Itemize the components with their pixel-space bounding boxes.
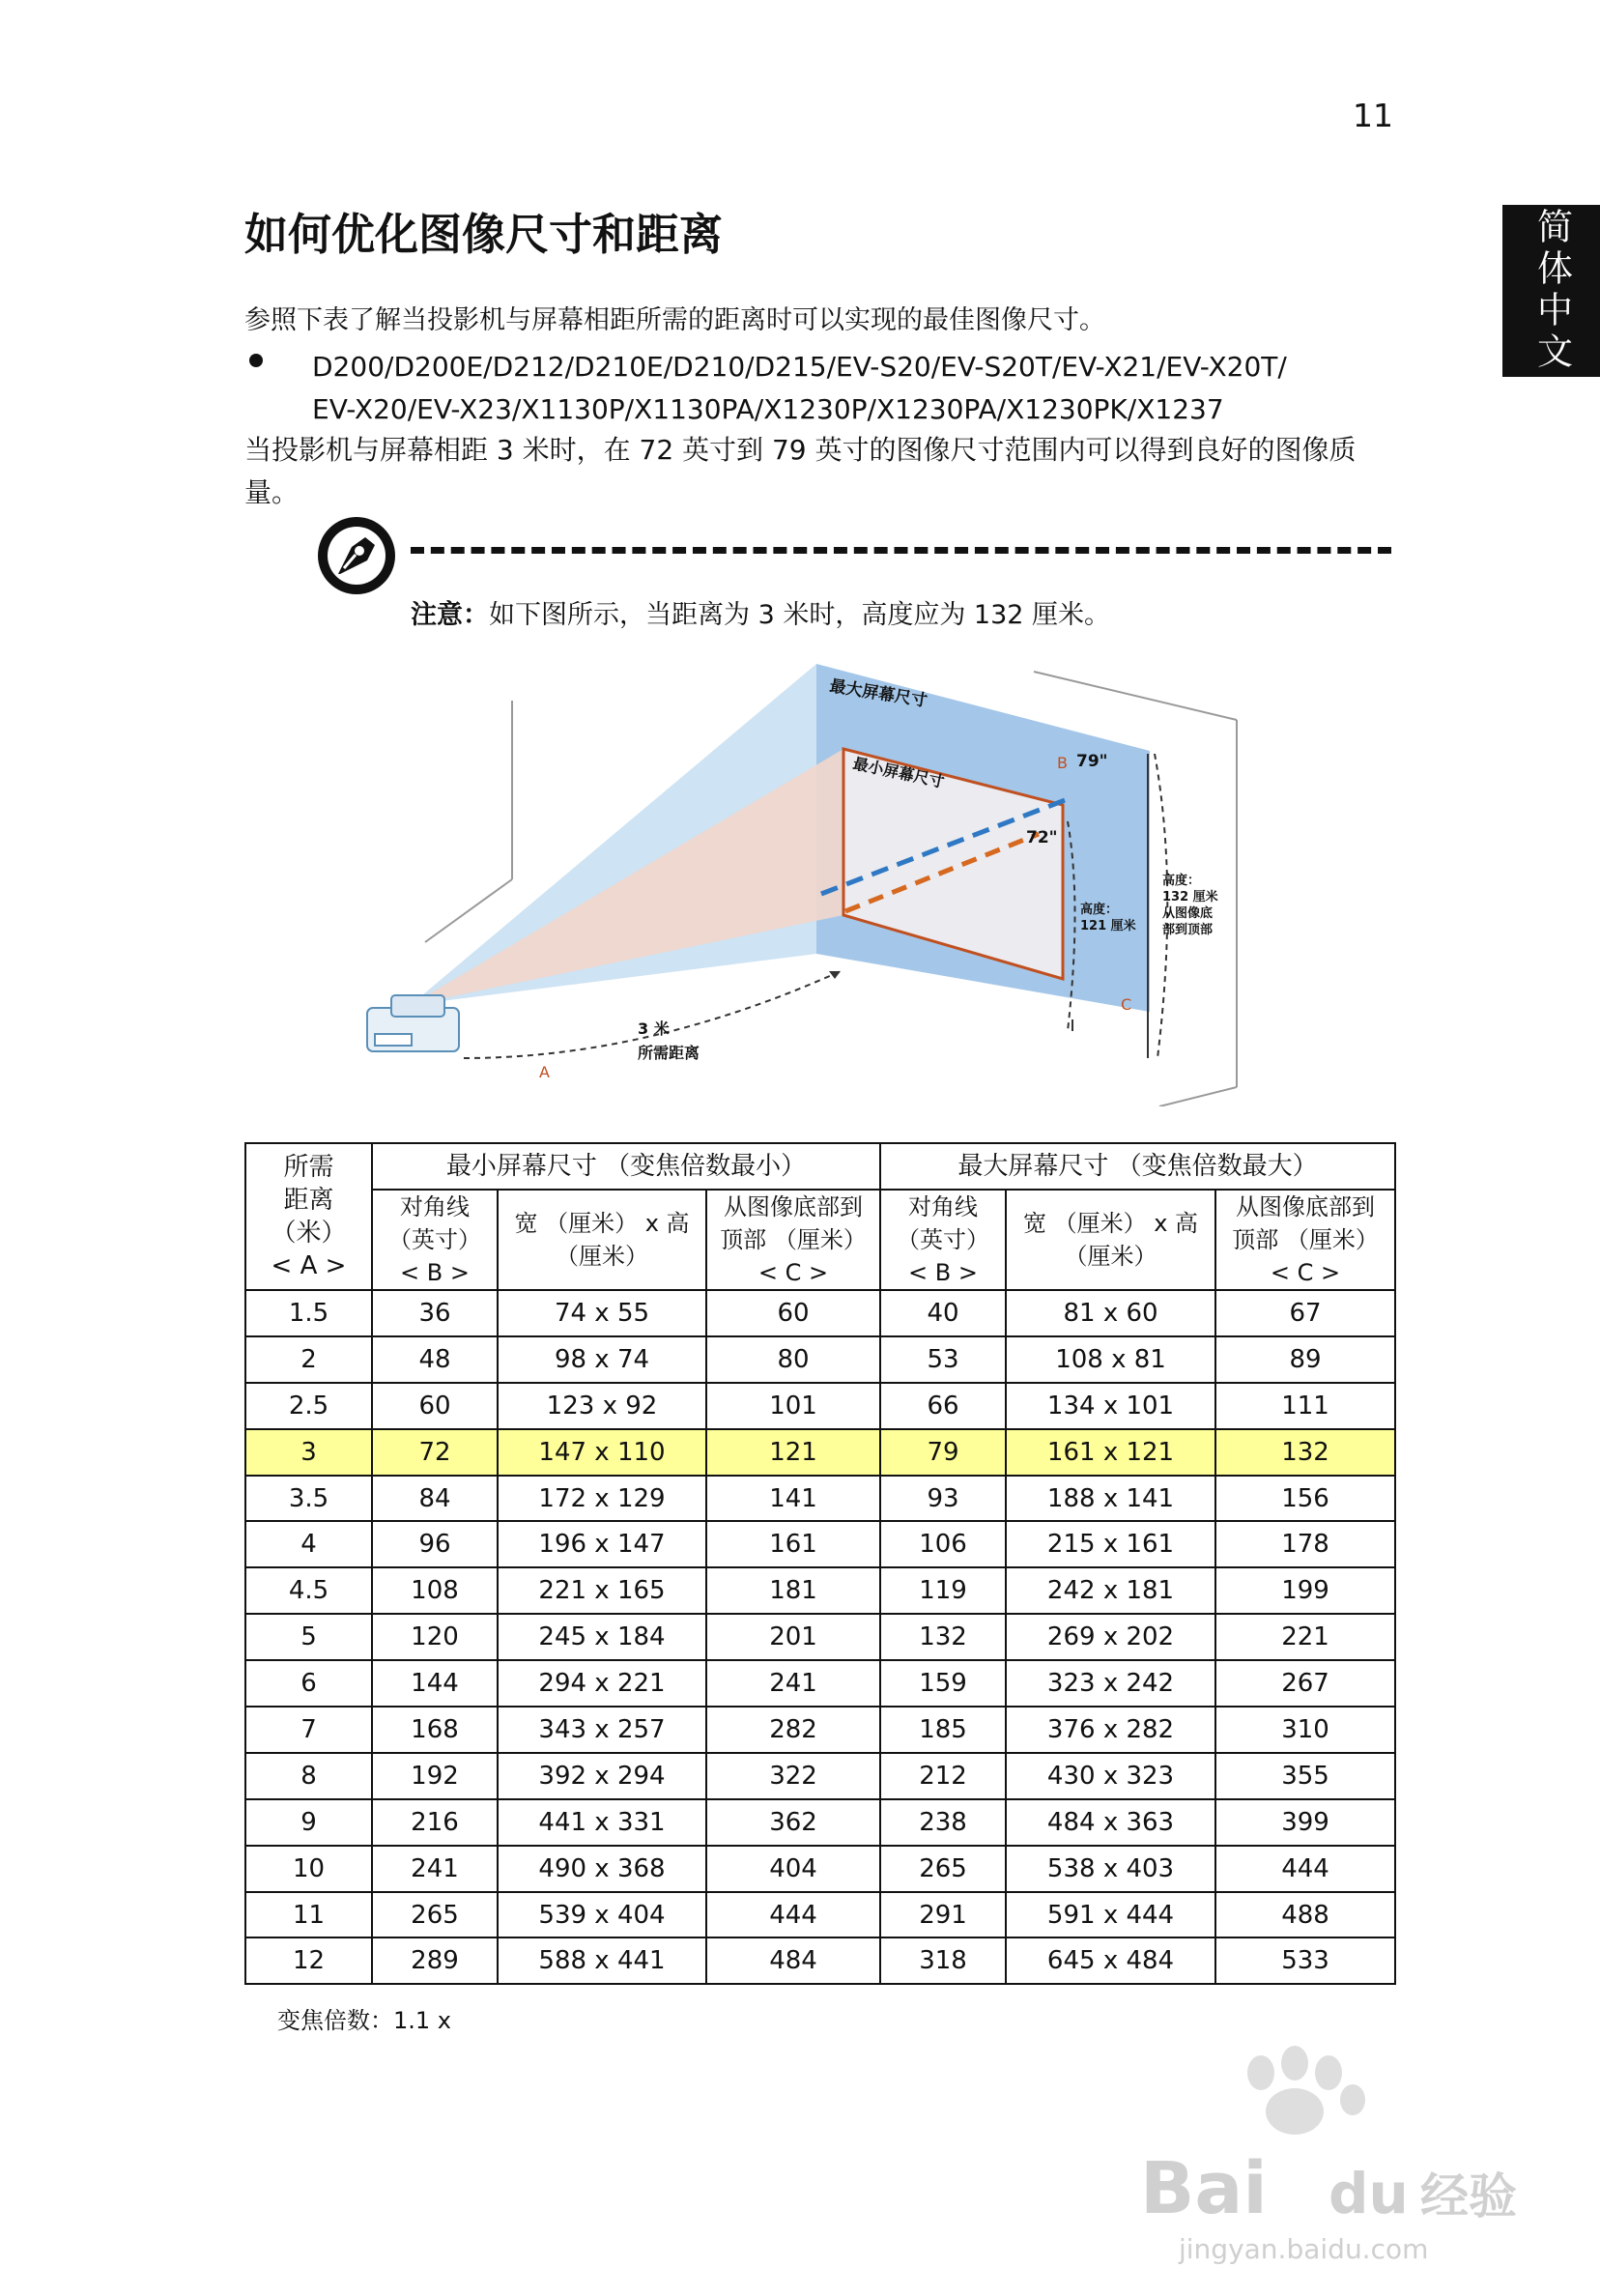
cell-min-top: 121 (706, 1429, 880, 1476)
cell-max-top: 156 (1215, 1476, 1395, 1522)
cell-max-width-height: 376 x 282 (1006, 1707, 1215, 1753)
cell-max-width-height: 188 x 141 (1006, 1476, 1215, 1522)
header-min-width-height: 宽 （厘米） x 高 （厘米） (498, 1190, 706, 1290)
language-tab (1502, 205, 1600, 377)
cell-min-diagonal: 216 (372, 1799, 498, 1846)
cell-max-top: 444 (1215, 1846, 1395, 1892)
cell-max-diagonal: 318 (880, 1937, 1006, 1984)
cell-min-top: 161 (706, 1521, 880, 1567)
cell-min-top: 484 (706, 1937, 880, 1984)
header-max-width-height: 宽 （厘米） x 高 （厘米） (1006, 1190, 1215, 1290)
projector-icon (367, 995, 459, 1051)
label-79: 79" (1076, 752, 1108, 771)
cell-min-top: 101 (706, 1383, 880, 1429)
cell-min-width-height: 98 x 74 (498, 1336, 706, 1383)
table-row (245, 1429, 1395, 1476)
cell-max-width-height: 645 x 484 (1006, 1937, 1215, 1984)
height-132-line-1: 高度： (1162, 874, 1201, 888)
zoom-ratio-note: 变焦倍数：1.1 x (277, 2007, 451, 2034)
cell-min-width-height: 123 x 92 (498, 1383, 706, 1429)
cell-max-top: 67 (1215, 1290, 1395, 1336)
cell-distance: 10 (245, 1846, 372, 1892)
header-min-diagonal: 对角线 （英寸） < B > (372, 1190, 498, 1290)
table-row (245, 1753, 1395, 1799)
cell-max-top: 111 (1215, 1383, 1395, 1429)
header-min-top: 从图像底部到 顶部 （厘米） < C > (706, 1190, 880, 1290)
cell-min-top: 241 (706, 1660, 880, 1707)
cell-distance: 9 (245, 1799, 372, 1846)
cell-min-width-height: 539 x 404 (498, 1892, 706, 1938)
label-c: C (1121, 995, 1132, 1014)
cell-min-diagonal: 60 (372, 1383, 498, 1429)
cell-distance: 2.5 (245, 1383, 372, 1429)
cell-min-width-height: 196 x 147 (498, 1521, 706, 1567)
cell-min-diagonal: 120 (372, 1614, 498, 1660)
note-body: 如下图所示，当距离为 3 米时，高度应为 132 厘米。 (489, 600, 1111, 630)
cell-distance: 6 (245, 1660, 372, 1707)
cell-distance: 12 (245, 1937, 372, 1984)
cell-min-width-height: 147 x 110 (498, 1429, 706, 1476)
cell-min-top: 141 (706, 1476, 880, 1522)
table-row (245, 1476, 1395, 1522)
cell-min-top: 181 (706, 1567, 880, 1614)
cell-max-width-height: 134 x 101 (1006, 1383, 1215, 1429)
cell-max-width-height: 108 x 81 (1006, 1336, 1215, 1383)
cell-min-width-height: 441 x 331 (498, 1799, 706, 1846)
cell-max-diagonal: 291 (880, 1892, 1006, 1938)
height-132-line-3: 从图像底 (1162, 906, 1214, 921)
table-row (245, 1846, 1395, 1892)
cell-min-diagonal: 144 (372, 1660, 498, 1707)
table-body (245, 1290, 1395, 1984)
cell-distance: 11 (245, 1892, 372, 1938)
label-b: B (1057, 754, 1068, 772)
header-max-group: 最大屏幕尺寸 （变焦倍数最大） (880, 1143, 1395, 1190)
table-row (245, 1614, 1395, 1660)
cell-max-width-height: 538 x 403 (1006, 1846, 1215, 1892)
cell-distance: 4.5 (245, 1567, 372, 1614)
cell-max-diagonal: 66 (880, 1383, 1006, 1429)
table-row (245, 1567, 1395, 1614)
section-title: 如何优化图像尺寸和距离 (244, 209, 724, 260)
cell-max-diagonal: 119 (880, 1567, 1006, 1614)
cell-min-diagonal: 289 (372, 1937, 498, 1984)
cell-max-diagonal: 93 (880, 1476, 1006, 1522)
cell-distance: 7 (245, 1707, 372, 1753)
cell-min-top: 404 (706, 1846, 880, 1892)
cell-max-width-height: 591 x 444 (1006, 1892, 1215, 1938)
cell-max-width-height: 323 x 242 (1006, 1660, 1215, 1707)
cell-distance: 4 (245, 1521, 372, 1567)
cell-max-top: 132 (1215, 1429, 1395, 1476)
bullet-dot (249, 354, 263, 367)
table-row (245, 1799, 1395, 1846)
projection-distance-table (244, 1142, 1396, 1985)
projection-diagram (357, 652, 1266, 1106)
height-132-line-2: 132 厘米 (1162, 890, 1218, 904)
header-distance: 所需 距离 （米） < A > (245, 1143, 372, 1290)
cell-max-width-height: 81 x 60 (1006, 1290, 1215, 1336)
note-label: 注意： (411, 600, 489, 630)
cell-max-diagonal: 238 (880, 1799, 1006, 1846)
table-row (245, 1892, 1395, 1938)
height-121-line-2: 121 厘米 (1080, 919, 1136, 933)
cell-min-width-height: 172 x 129 (498, 1476, 706, 1522)
svg-text:经验: 经验 (1420, 2168, 1517, 2224)
table-row (245, 1937, 1395, 1984)
cell-max-top: 488 (1215, 1892, 1395, 1938)
cell-distance: 2 (245, 1336, 372, 1383)
cell-min-diagonal: 168 (372, 1707, 498, 1753)
cell-min-top: 322 (706, 1753, 880, 1799)
cell-max-width-height: 215 x 161 (1006, 1521, 1215, 1567)
cell-min-top: 201 (706, 1614, 880, 1660)
cell-max-top: 178 (1215, 1521, 1395, 1567)
note-separator (411, 547, 1391, 554)
height-121-line-1: 高度： (1080, 903, 1119, 917)
cell-min-diagonal: 192 (372, 1753, 498, 1799)
baidu-jingyan-watermark (1135, 2044, 1522, 2276)
cell-max-width-height: 484 x 363 (1006, 1799, 1215, 1846)
min-screen-label: 最小屏幕尺寸 (851, 754, 947, 791)
cell-min-width-height: 343 x 257 (498, 1707, 706, 1753)
cell-distance: 1.5 (245, 1290, 372, 1336)
cell-min-width-height: 588 x 441 (498, 1937, 706, 1984)
header-max-diagonal: 对角线 （英寸） < B > (880, 1190, 1006, 1290)
table-row (245, 1660, 1395, 1707)
cell-max-diagonal: 159 (880, 1660, 1006, 1707)
cell-distance: 3 (245, 1429, 372, 1476)
cell-max-diagonal: 132 (880, 1614, 1006, 1660)
note-pen-icon (317, 516, 396, 595)
cell-max-top: 533 (1215, 1937, 1395, 1984)
table-row (245, 1290, 1395, 1336)
cell-distance: 8 (245, 1753, 372, 1799)
svg-text:du: du (1329, 2161, 1409, 2226)
cell-max-top: 355 (1215, 1753, 1395, 1799)
cell-min-width-height: 221 x 165 (498, 1567, 706, 1614)
cell-min-top: 60 (706, 1290, 880, 1336)
header-max-top: 从图像底部到 顶部 （厘米） < C > (1215, 1190, 1395, 1290)
cell-max-diagonal: 53 (880, 1336, 1006, 1383)
svg-text:Bai: Bai (1140, 2147, 1268, 2230)
cell-min-diagonal: 72 (372, 1429, 498, 1476)
cell-min-top: 362 (706, 1799, 880, 1846)
cell-max-diagonal: 79 (880, 1429, 1006, 1476)
model-list-line-2: EV-X20/EV-X23/X1130P/X1130PA/X1230P/X1230PA/X1230PK/X1237 (312, 393, 1224, 425)
cell-min-top: 80 (706, 1336, 880, 1383)
cell-min-top: 444 (706, 1892, 880, 1938)
header-min-group: 最小屏幕尺寸 （变焦倍数最小） (372, 1143, 880, 1190)
cell-max-width-height: 161 x 121 (1006, 1429, 1215, 1476)
cell-min-width-height: 294 x 221 (498, 1660, 706, 1707)
height-132-line-4: 部到顶部 (1162, 923, 1214, 937)
cell-min-diagonal: 96 (372, 1521, 498, 1567)
label-72: 72" (1026, 828, 1058, 847)
cell-max-top: 310 (1215, 1707, 1395, 1753)
cell-max-width-height: 242 x 181 (1006, 1567, 1215, 1614)
cell-max-width-height: 430 x 323 (1006, 1753, 1215, 1799)
cell-max-width-height: 269 x 202 (1006, 1614, 1215, 1660)
table-row (245, 1383, 1395, 1429)
cell-max-top: 399 (1215, 1799, 1395, 1846)
cell-min-diagonal: 265 (372, 1892, 498, 1938)
cell-min-diagonal: 241 (372, 1846, 498, 1892)
label-a: A (539, 1063, 550, 1081)
distance-value: 3 米 (638, 1019, 670, 1038)
cell-min-width-height: 490 x 368 (498, 1846, 706, 1892)
note-text (411, 593, 1110, 631)
cell-min-width-height: 245 x 184 (498, 1614, 706, 1660)
cell-min-diagonal: 36 (372, 1290, 498, 1336)
cell-max-diagonal: 265 (880, 1846, 1006, 1892)
table-row (245, 1707, 1395, 1753)
cell-max-diagonal: 40 (880, 1290, 1006, 1336)
cell-min-width-height: 74 x 55 (498, 1290, 706, 1336)
language-tab-label: 简体中文 (1530, 208, 1573, 374)
description-text: 当投影机与屏幕相距 3 米时，在 72 英寸到 79 英寸的图像尺寸范围内可以得到良好的图像质量。 (244, 434, 1357, 508)
cell-min-diagonal: 48 (372, 1336, 498, 1383)
cell-max-diagonal: 185 (880, 1707, 1006, 1753)
distance-label: 所需距离 (638, 1044, 700, 1062)
cell-min-diagonal: 108 (372, 1567, 498, 1614)
cell-max-top: 89 (1215, 1336, 1395, 1383)
cell-distance: 3.5 (245, 1476, 372, 1522)
cell-distance: 5 (245, 1614, 372, 1660)
intro-text: 参照下表了解当投影机与屏幕相距所需的距离时可以实现的最佳图像尺寸。 (244, 305, 1105, 335)
max-screen-label: 最大屏幕尺寸 (828, 676, 929, 711)
cell-min-top: 282 (706, 1707, 880, 1753)
svg-text:jingyan.baidu.com: jingyan.baidu.com (1179, 2233, 1429, 2265)
cell-min-diagonal: 84 (372, 1476, 498, 1522)
table-row (245, 1521, 1395, 1567)
cell-max-top: 221 (1215, 1614, 1395, 1660)
cell-max-top: 267 (1215, 1660, 1395, 1707)
cell-max-top: 199 (1215, 1567, 1395, 1614)
model-list (312, 346, 1423, 431)
cell-max-diagonal: 106 (880, 1521, 1006, 1567)
cell-min-width-height: 392 x 294 (498, 1753, 706, 1799)
page-number: 11 (1353, 97, 1393, 134)
model-list-line-1: D200/D200E/D212/D210E/D210/D215/EV-S20/EV-S20T/EV-X21/EV-X20T/ (312, 351, 1287, 383)
table-row (245, 1336, 1395, 1383)
cell-max-diagonal: 212 (880, 1753, 1006, 1799)
